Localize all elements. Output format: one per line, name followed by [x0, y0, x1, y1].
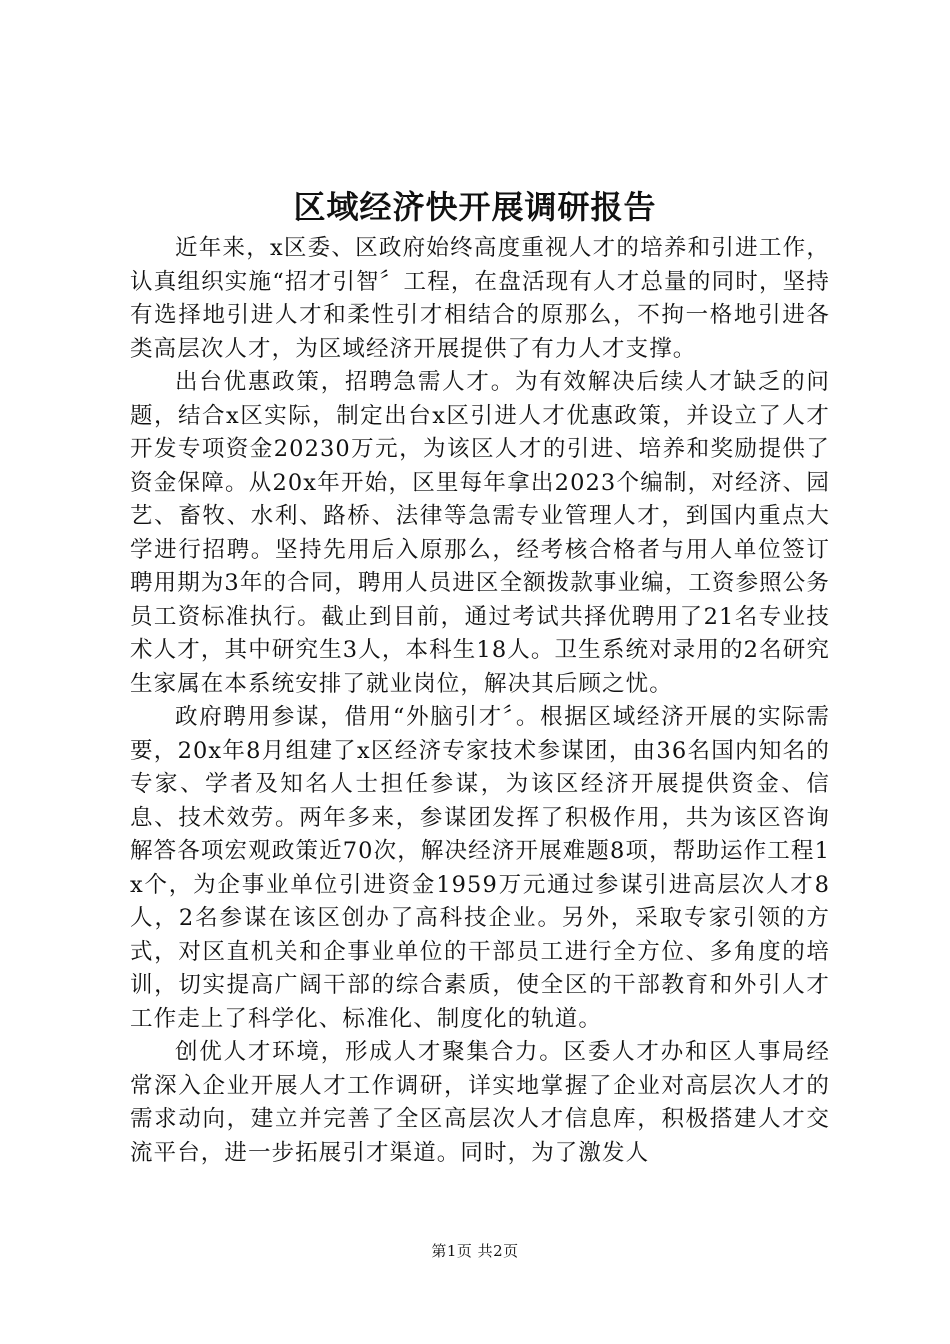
document-title: 区域经济快开展调研报告	[293, 188, 657, 226]
paragraph-talent-environment: 创优人才环境，形成人才聚集合力。区委人才办和区人事局经常深入企业开展人才工作调研，详实地掌握了企业对高层次人才的需求动向，建立并完善了全区高层次人才信息库，积极搭建人才交流平台，进一步拓展引才渠道。同时，为了激发人	[130, 1039, 830, 1166]
document-body	[130, 232, 830, 1170]
paragraph-preferential-policy: 出台优惠政策，招聘急需人才。为有效解决后续人才缺乏的问题，结合x区实际，制定出台x区引进人才优惠政策，并设立了人才开发专项资金20230万元，为该区人才的引进、培养和奖励提供了资金保障。从20x年开始，区里每年拿出2023个编制，对经济、园艺、畜牧、水利、路桥、法律等急需专业管理人才，到国内重点大学进行招聘。坚持先用后入原那么，经考核合格者与用人单位签订聘用期为3年的合同，聘用人员进区全额拨款事业编，工资参照公务员工资标准执行。截止到目前，通过考试共择优聘用了21名专业技术人才，其中研究生3人，本科生18人。卫生系统对录用的2名研究生家属在本系统安排了就业岗位，解决其后顾之忧。	[130, 369, 830, 697]
paragraph-government-advisors: 政府聘用参谋，借用“外脑引才〞。根据区域经济开展的实际需要，20x年8月组建了x区经济专家技术参谋团，由36名国内知名的专家、学者及知名人士担任参谋，为该区经济开展提供资金、信息、技术效劳。两年多来，参谋团发挥了积极作用，共为该区咨询解答各项宏观政策近70次，解决经济开展难题8项，帮助运作工程1x个，为企事业单位引进资金1959万元通过参谋引进高层次人才8人，2名参谋在该区创办了高科技企业。另外，采取专家引领的方式，对区直机关和企事业单位的干部员工进行全方位、多角度的培训，切实提高广阔干部的综合素质，使全区的干部教育和外引人才工作走上了科学化、标准化、制度化的轨道。	[130, 704, 830, 1032]
page-footer: 第1页 共2页	[431, 1242, 519, 1260]
paragraph-intro: 近年来，x区委、区政府始终高度重视人才的培养和引进工作，认真组织实施“招才引智〞工程，在盘活现有人才总量的同时，坚持有选择地引进人才和柔性引才相结合的原那么，不拘一格地引进各类高层次人才，为区域经济开展提供了有力人才支撑。	[130, 235, 830, 362]
